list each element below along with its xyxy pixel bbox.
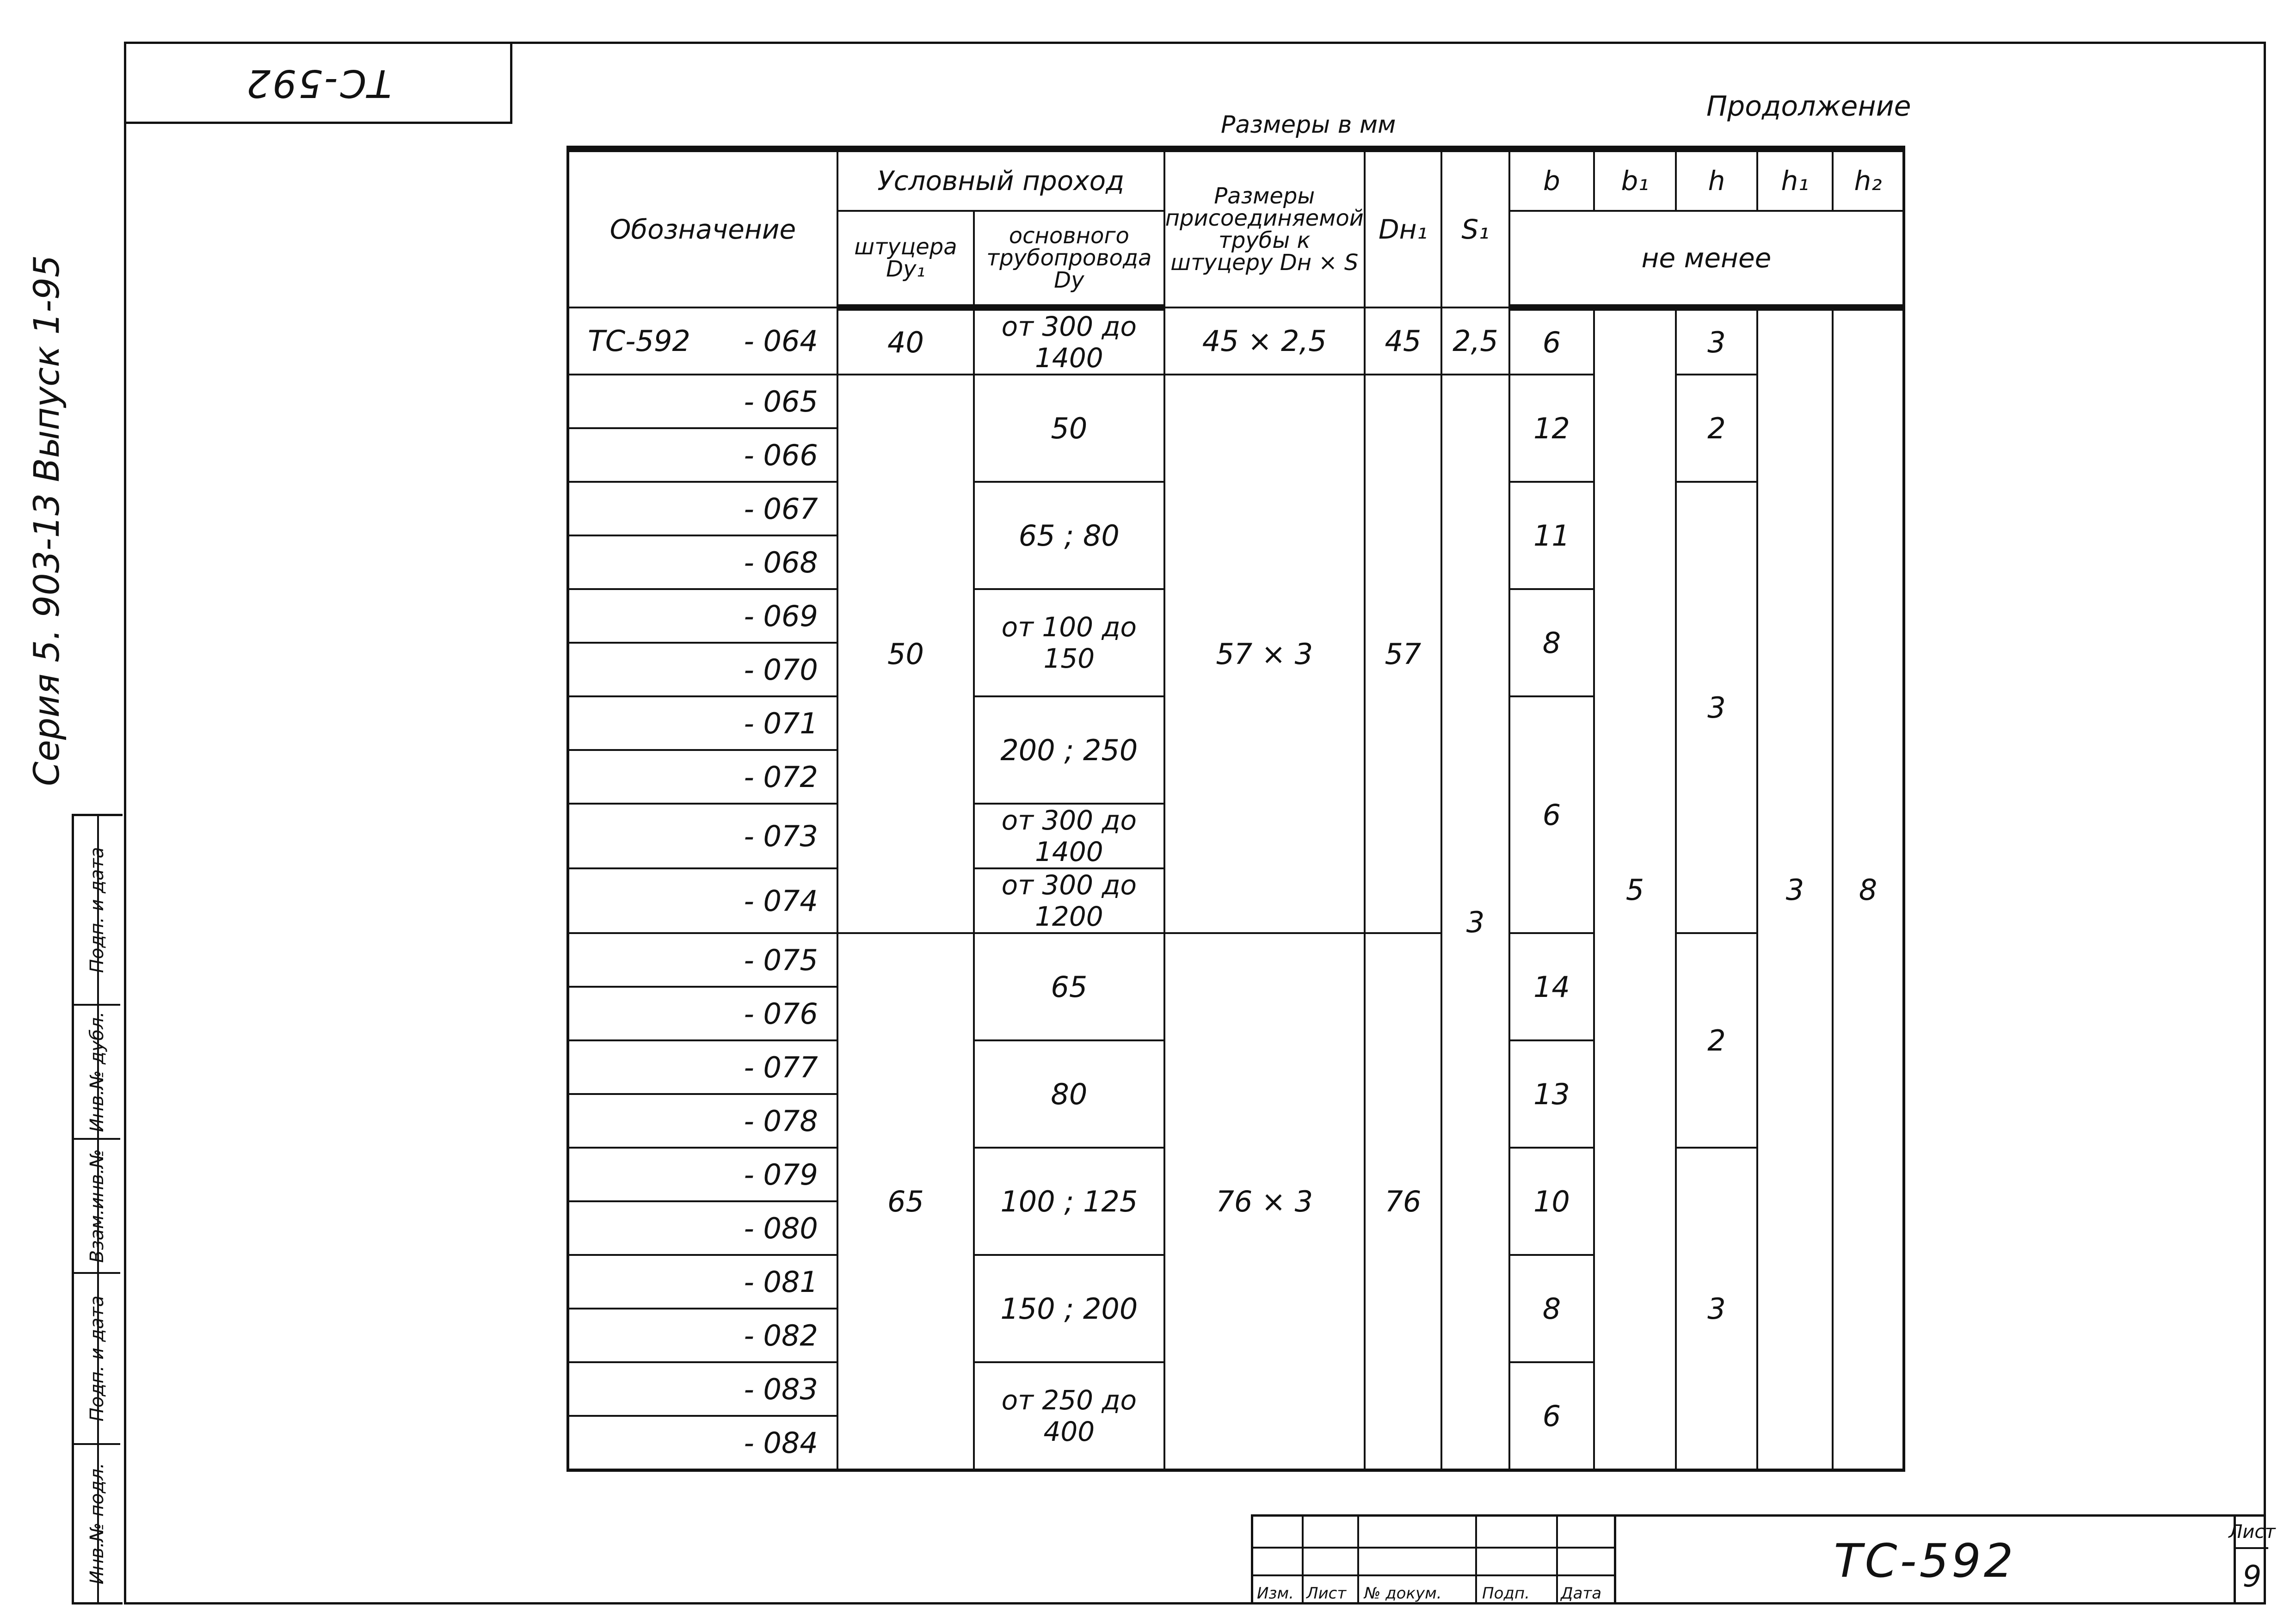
header-nominal-bore: Условный проход (837, 149, 1164, 211)
header-b1: b₁ (1594, 149, 1676, 211)
b-cell: 6 (1509, 1362, 1594, 1470)
b-cell: 10 (1509, 1148, 1594, 1255)
designation-cell: - 065 (568, 375, 837, 428)
header-main-pipe: основного трубопровода Dу (974, 211, 1164, 307)
side-strip-cell (74, 1445, 120, 1602)
header-fitting: штуцера Dу₁ (837, 211, 974, 307)
main-dy-cell: от 300 до 1200 (974, 868, 1164, 933)
designation-cell: - 069 (568, 589, 837, 643)
header-h2: h₂ (1833, 149, 1904, 211)
corner-stamp-text: ТС-592 (245, 61, 392, 105)
tb-label-signature: Подп. (1482, 1584, 1530, 1603)
main-dy-cell: от 250 до 400 (974, 1362, 1164, 1470)
designation-prefix: ТС-592 (588, 324, 690, 358)
tb-col-line (1556, 1517, 1558, 1605)
side-strip-cell (74, 816, 120, 1006)
side-strip-cell (74, 1006, 120, 1140)
pipe-size-cell: 76 × 3 (1164, 933, 1365, 1470)
side-strip-label: Подп. и дата (86, 1295, 108, 1422)
header-dn1: Dн₁ (1365, 149, 1441, 307)
sheet-label: Лист (2236, 1517, 2268, 1549)
designation-cell (568, 307, 837, 375)
side-strip-label: Инв.№ дубл. (86, 1011, 108, 1132)
h-cell: 2 (1676, 375, 1757, 482)
fitting-dy1-cell: 50 (837, 375, 974, 933)
main-dy-cell: от 300 до 1400 (974, 804, 1164, 868)
b-cell: 8 (1509, 589, 1594, 696)
tb-row-line (1253, 1574, 1614, 1576)
side-strip (72, 814, 123, 1605)
b1-cell: 5 (1594, 307, 1676, 1470)
main-dy-cell: 80 (974, 1040, 1164, 1148)
header-not-less: не менее (1509, 211, 1904, 307)
title-block-sheet (2228, 1517, 2276, 1605)
continuation-note: Продолжение (1706, 90, 1911, 123)
main-dy-cell: 150 ; 200 (974, 1255, 1164, 1362)
main-dy-cell: от 100 до 150 (974, 589, 1164, 696)
header-h1: h₁ (1757, 149, 1833, 211)
designation-cell: - 076 (568, 987, 837, 1040)
designation-cell: - 079 (568, 1148, 837, 1201)
designation-cell: - 072 (568, 750, 837, 804)
title-block-code: ТС-592 (1614, 1517, 2236, 1605)
designation-cell: - 077 (568, 1040, 837, 1094)
main-dy-cell: 200 ; 250 (974, 696, 1164, 804)
side-strip-label: Инв.№ подл. (86, 1463, 108, 1585)
tb-col-line (1302, 1517, 1304, 1605)
tb-row-line (1253, 1547, 1614, 1549)
designation-cell: - 066 (568, 428, 837, 482)
main-dy-cell: 65 ; 80 (974, 482, 1164, 589)
main-dy-cell: 50 (974, 375, 1164, 482)
designation-cell: - 068 (568, 535, 837, 589)
b-cell: 8 (1509, 1255, 1594, 1362)
side-strip-label: Подп. и дата (86, 847, 108, 973)
designation-cell: - 082 (568, 1309, 837, 1362)
header-h: h (1676, 149, 1757, 211)
tb-col-line (1357, 1517, 1359, 1605)
main-dy-cell: 65 (974, 933, 1164, 1040)
tb-label-change: Изм. (1257, 1584, 1294, 1603)
h2-cell: 8 (1833, 307, 1904, 1470)
designation-cell: - 073 (568, 804, 837, 868)
series-label-text: Серия 5. 903-13 Выпуск 1-95 (25, 255, 67, 786)
b-cell: 13 (1509, 1040, 1594, 1148)
side-strip-cell (74, 1140, 120, 1274)
title-block (1251, 1514, 2276, 1605)
fitting-dy1-cell: 40 (837, 307, 974, 375)
side-strip-label: Взам.инв.№ (86, 1149, 108, 1263)
designation-cell: - 074 (568, 868, 837, 933)
designation-number: - 064 (744, 324, 818, 358)
dn1-cell: 76 (1365, 933, 1441, 1470)
pipe-size-cell: 57 × 3 (1164, 375, 1365, 933)
pipe-size-cell: 45 × 2,5 (1164, 307, 1365, 375)
designation-cell: - 081 (568, 1255, 837, 1309)
corner-stamp (124, 42, 512, 124)
header-b: b (1509, 149, 1594, 211)
designation-cell: - 080 (568, 1201, 837, 1255)
designation-cell: - 084 (568, 1416, 837, 1470)
series-label (18, 255, 74, 786)
designation-cell: - 070 (568, 643, 837, 696)
h-cell: 3 (1676, 307, 1757, 375)
tb-label-doc-number: № докум. (1364, 1584, 1442, 1603)
s1-cell: 3 (1441, 375, 1509, 1470)
header-designation: Обозначение (568, 149, 837, 307)
main-dy-cell: 100 ; 125 (974, 1148, 1164, 1255)
tb-label-sheet: Лист (1306, 1584, 1347, 1603)
title-block-revisions (1253, 1517, 1614, 1605)
header-pipe-size: Размеры присоединяемой трубы к штуцеру Dн × S (1164, 149, 1365, 307)
h-cell: 3 (1676, 482, 1757, 933)
b-cell: 14 (1509, 933, 1594, 1040)
h-cell: 2 (1676, 933, 1757, 1148)
main-dy-cell: от 300 до 1400 (974, 307, 1164, 375)
b-cell: 11 (1509, 482, 1594, 589)
side-strip-cell (74, 1274, 120, 1445)
designation-cell: - 071 (568, 696, 837, 750)
designation-cell: - 083 (568, 1362, 837, 1416)
s1-cell: 2,5 (1441, 307, 1509, 375)
dn1-cell: 57 (1365, 375, 1441, 933)
designation-cell: - 075 (568, 933, 837, 987)
dimensions-table (566, 146, 1905, 1472)
b-cell: 12 (1509, 375, 1594, 482)
header-s1: S₁ (1441, 149, 1509, 307)
h-cell: 3 (1676, 1148, 1757, 1470)
h1-cell: 3 (1757, 307, 1833, 1470)
designation-cell: - 067 (568, 482, 837, 535)
b-cell: 6 (1509, 696, 1594, 933)
dimensions-note: Размеры в мм (1221, 111, 1396, 139)
designation-cell: - 078 (568, 1094, 837, 1148)
dn1-cell: 45 (1365, 307, 1441, 375)
tb-col-line (1475, 1517, 1477, 1605)
b-cell: 6 (1509, 307, 1594, 375)
fitting-dy1-cell: 65 (837, 933, 974, 1470)
sheet-number: 9 (2242, 1560, 2262, 1594)
tb-label-date: Дата (1561, 1584, 1602, 1603)
